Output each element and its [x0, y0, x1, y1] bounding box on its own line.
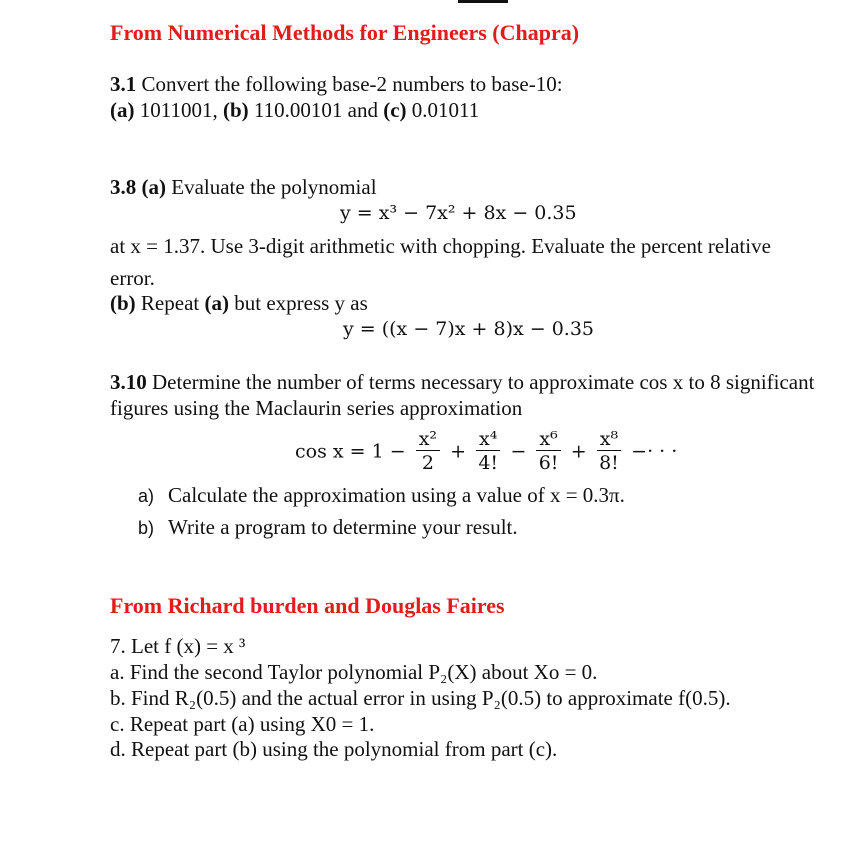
fraction-term-4: [597, 428, 621, 475]
part-label-b: (b): [222, 98, 249, 122]
fraction-term-3: [536, 428, 560, 475]
top-rule: [458, 0, 508, 3]
list-marker: b): [138, 518, 155, 538]
fraction-term-2: [476, 428, 500, 475]
part-ref-a: (a): [204, 291, 229, 315]
series-ellipsis: −· · ·: [631, 440, 678, 463]
problem-text: Convert the following base-2 numbers to base-10:: [136, 72, 563, 96]
problem-7-part-d: d. Repeat part (b) using the polynomial from part (c).: [110, 737, 558, 761]
part-text: Repeat: [135, 291, 205, 315]
problem-3-10-subparts: [138, 480, 625, 544]
list-item: [138, 480, 625, 512]
problem-3-8-line3: error.: [110, 266, 155, 290]
problem-text: Determine the number of terms necessary to approximate cos x to 8 significant: [146, 370, 815, 394]
denominator: 2: [421, 452, 434, 474]
problem-3-1-line1: [110, 71, 563, 97]
part-label-a: (a): [110, 98, 135, 122]
fraction-term-1: [416, 428, 440, 475]
problem-3-8-part-b: [110, 290, 368, 316]
maclaurin-series-equation: [295, 428, 677, 475]
problem-text: Evaluate the polynomial: [166, 175, 377, 199]
problem-7-part-c: c. Repeat part (a) using X0 = 1.: [110, 712, 375, 736]
list-item-text: Write a program to determine your result.: [168, 515, 518, 539]
part-value-c: 0.01011: [406, 98, 480, 122]
problem-number: 3.8 (a): [110, 175, 166, 199]
numerator: x⁶: [536, 428, 560, 451]
problem-7-part-b: b. Find R₂(0.5) and the actual error in using P₂(0.5) to approximate f(0.5).: [110, 686, 731, 710]
problem-3-10-line2: figures using the Maclaurin series approximation: [110, 396, 523, 420]
problem-number: 3.10: [110, 370, 147, 394]
operator-minus: −: [510, 440, 527, 463]
operator-plus: +: [450, 440, 466, 463]
part-label-c: (c): [383, 98, 407, 122]
part-value-a: 1011001,: [134, 98, 223, 122]
numerator: x²: [416, 428, 440, 451]
numerator: x⁴: [476, 428, 500, 451]
denominator: 8!: [599, 452, 619, 474]
problem-number: 3.1: [110, 72, 137, 96]
problem-3-10-line1: [110, 369, 814, 395]
problem-3-8-line1: [110, 174, 377, 200]
equation-lhs: cos x = 1 −: [295, 440, 406, 463]
numerator: x⁸: [597, 428, 621, 451]
denominator: 4!: [478, 452, 499, 474]
source-heading-chapra: From Numerical Methods for Engineers (Chapra): [110, 20, 580, 45]
part-value-b: 110.00101 and: [248, 98, 384, 122]
polynomial-equation: y = x³ − 7x² + 8x − 0.35: [340, 202, 577, 224]
part-text: but express y as: [228, 291, 368, 315]
operator-plus: +: [570, 440, 587, 463]
nested-polynomial-equation: y = ((x − 7)x + 8)x − 0.35: [343, 318, 595, 340]
problem-7-part-a: a. Find the second Taylor polynomial P₂(X) about Xo = 0.: [110, 660, 598, 684]
list-marker: a): [138, 486, 155, 506]
list-item-text: Calculate the approximation using a value of x = 0.3π.: [168, 483, 625, 507]
problem-3-8-line2: at x = 1.37. Use 3-digit arithmetic with chopping. Evaluate the percent relative: [110, 234, 771, 258]
source-heading-burden-faires: From Richard burden and Douglas Faires: [110, 593, 505, 618]
denominator: 6!: [538, 452, 559, 474]
problem-3-1-line2: [110, 97, 479, 123]
problem-7-intro: 7. Let f (x) = x ³: [110, 634, 246, 658]
part-label-b: (b): [110, 291, 136, 315]
list-item: [138, 512, 625, 544]
